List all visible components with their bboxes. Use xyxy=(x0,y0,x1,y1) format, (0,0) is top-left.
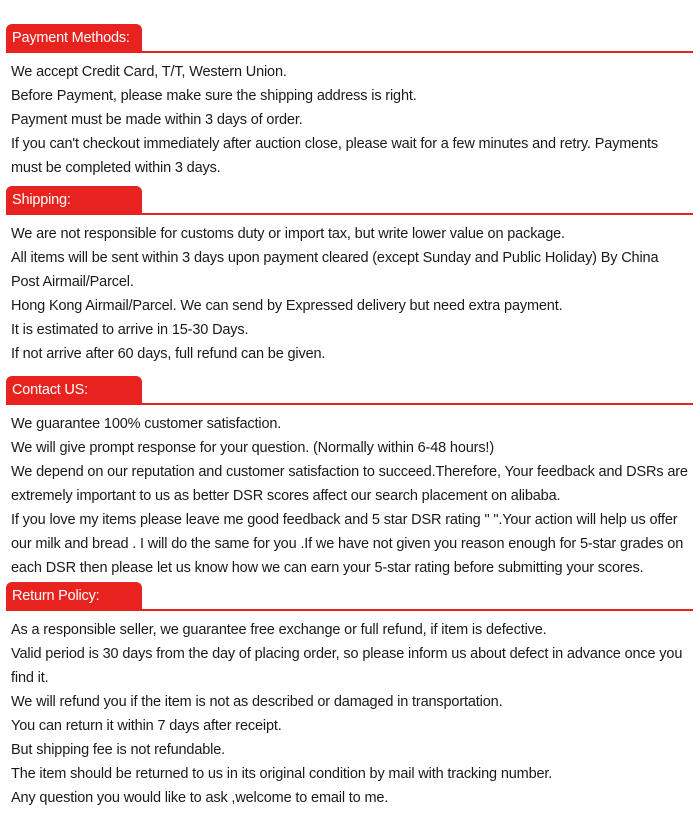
body-line: We will give prompt response for your question. (Normally within 6-48 hours!) xyxy=(11,440,494,456)
header-divider xyxy=(6,213,693,215)
shipping-section xyxy=(0,186,700,366)
body-line: Valid period is 30 days from the day of placing order, so please inform us about defect in advance once you find it. xyxy=(11,646,683,686)
body-line: But shipping fee is not refundable. xyxy=(11,742,226,758)
body-line: We accept Credit Card, T/T, Western Union. xyxy=(11,64,287,80)
body-line: The item should be returned to us in its original condition by mail with tracking number. xyxy=(11,766,553,782)
body-line: We depend on our reputation and customer satisfaction to succeed.Therefore, Your feedback and DSRs are extremely important to us as better DSR scores affect our search placement on alibaba. xyxy=(11,464,688,504)
header-divider xyxy=(6,403,693,405)
section-body xyxy=(0,53,700,180)
body-line: We are not responsible for customs duty or import tax, but write lower value on package. xyxy=(11,226,565,242)
body-line: Payment must be made within 3 days of order. xyxy=(11,112,303,128)
body-line: It is estimated to arrive in 15-30 Days. xyxy=(11,322,249,338)
body-line: All items will be sent within 3 days upon payment cleared (except Sunday and Public Holiday) By China Post Airmail/Parcel. xyxy=(11,250,659,290)
contact-us-section xyxy=(0,376,700,580)
body-line: If you love my items please leave me good feedback and 5 star DSR rating " ".Your action will help us offer our milk and bread . I will do the same for you .If we have not given you reason enough for 5-star grades on each DSR then please let us know how we can earn your 5-star rating before submitting your scores. xyxy=(11,512,684,576)
header-divider xyxy=(6,609,693,611)
section-header xyxy=(0,582,700,611)
section-title: Shipping: xyxy=(6,186,142,215)
payment-methods-section xyxy=(0,24,700,180)
section-body xyxy=(0,405,700,580)
body-line: As a responsible seller, we guarantee free exchange or full refund, if item is defective. xyxy=(11,622,547,638)
body-line: Any question you would like to ask ,welcome to email to me. xyxy=(11,790,389,806)
body-line: Hong Kong Airmail/Parcel. We can send by Expressed delivery but need extra payment. xyxy=(11,298,563,314)
body-line: We guarantee 100% customer satisfaction. xyxy=(11,416,282,432)
section-header xyxy=(0,186,700,215)
section-body xyxy=(0,611,700,810)
body-line: You can return it within 7 days after receipt. xyxy=(11,718,282,734)
header-divider xyxy=(6,51,693,53)
section-title: Return Policy: xyxy=(6,582,142,611)
section-header xyxy=(0,376,700,405)
section-body xyxy=(0,215,700,366)
body-line: If not arrive after 60 days, full refund can be given. xyxy=(11,346,326,362)
return-policy-section xyxy=(0,582,700,810)
body-line: We will refund you if the item is not as described or damaged in transportation. xyxy=(11,694,503,710)
body-line: Before Payment, please make sure the shipping address is right. xyxy=(11,88,417,104)
section-title: Payment Methods: xyxy=(6,24,142,53)
section-title: Contact US: xyxy=(6,376,142,405)
body-line: If you can't checkout immediately after auction close, please wait for a few minutes and retry. Payments must be completed within 3 days. xyxy=(11,136,658,176)
section-header xyxy=(0,24,700,53)
